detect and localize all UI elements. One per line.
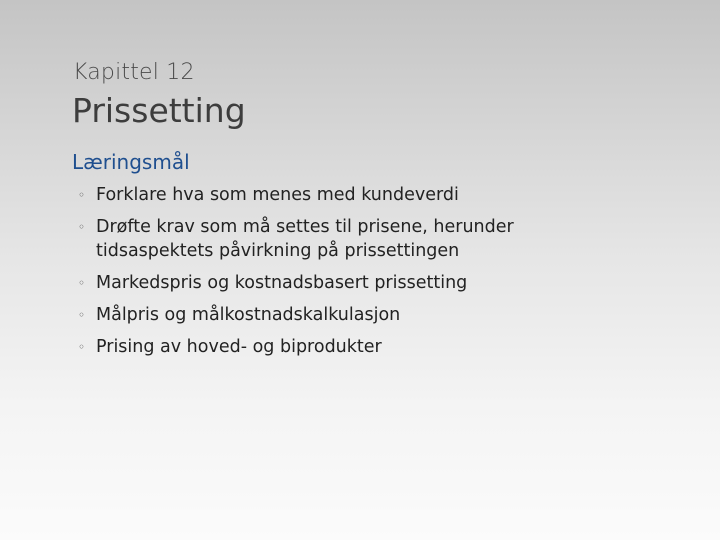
- bullet-icon: ◦: [78, 220, 86, 234]
- list-item: [78, 271, 598, 295]
- list-item-text: Markedspris og kostnadsbasert prissetting: [96, 273, 468, 293]
- list-item-text: Forklare hva som menes med kundeverdi: [96, 185, 459, 205]
- list-item: [78, 215, 598, 263]
- bullet-icon: ◦: [78, 276, 86, 290]
- list-item-text: Målpris og målkostnadskalkulasjon: [96, 305, 401, 325]
- list-item: [78, 335, 598, 359]
- list-item-text: Prising av hoved- og biprodukter: [96, 337, 382, 357]
- bullet-icon: ◦: [78, 188, 86, 202]
- list-item: [78, 183, 598, 207]
- bullet-icon: ◦: [78, 308, 86, 322]
- slide-title: Prissetting: [72, 91, 246, 130]
- chapter-label: Kapittel 12: [73, 60, 195, 85]
- list-item-text: Drøfte krav som må settes til prisene, herunder tidsaspektets påvirkning på prissettingen: [96, 217, 514, 261]
- learning-goals-heading: Læringsmål: [72, 150, 190, 174]
- bullet-icon: ◦: [78, 340, 86, 354]
- list-item: [78, 303, 598, 327]
- learning-goals-list: [78, 183, 598, 367]
